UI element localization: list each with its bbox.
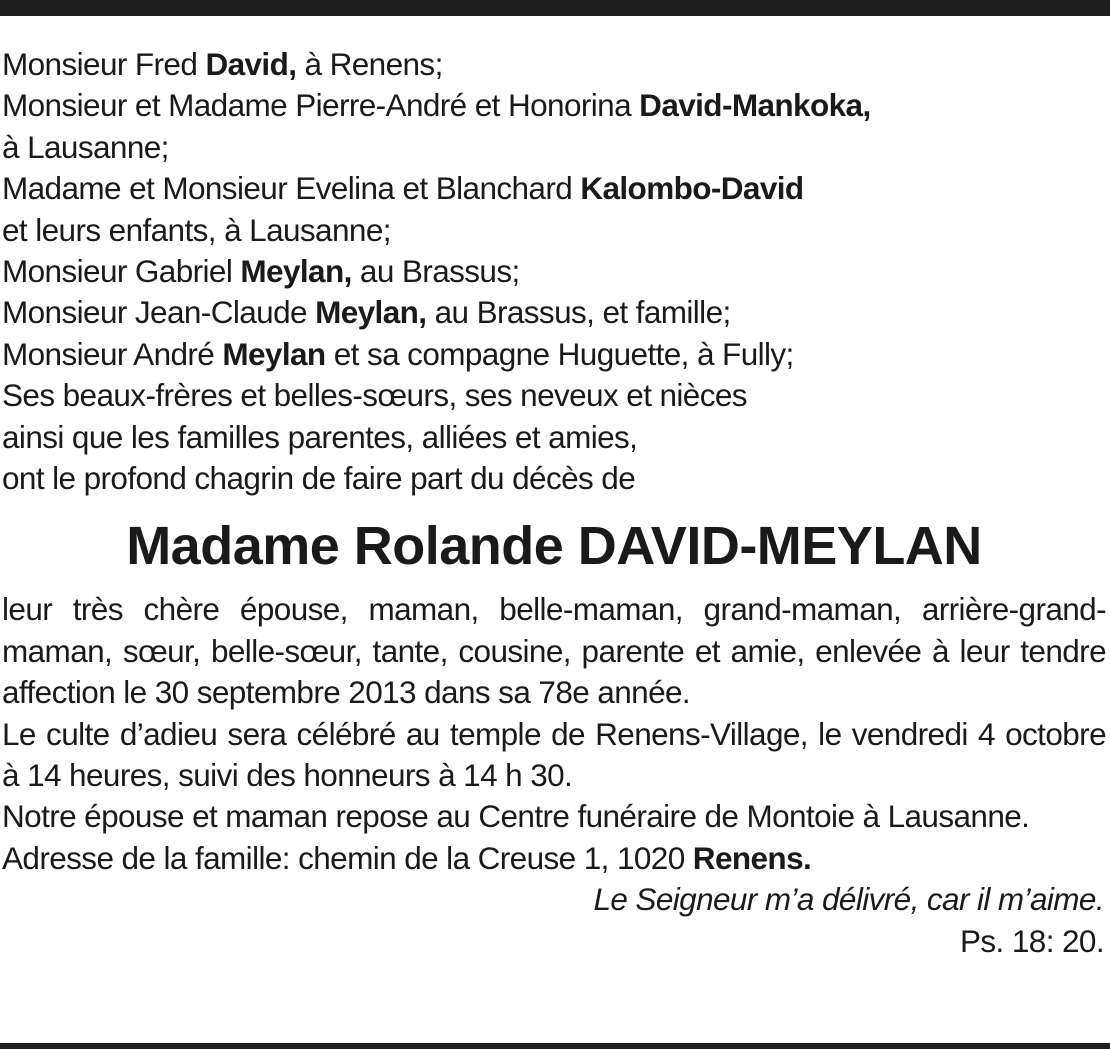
deceased-name: Madame Rolande DAVID-MEYLAN <box>126 516 982 577</box>
bible-reference: Ps. 18: 20. <box>960 922 1104 959</box>
tribute-paragraph: leur très chère épouse, maman, belle-maman, grand-maman, arrière-grand-maman, sœur, belle-sœur, tante, cousine, parente et amie, enlevée à leur tendre affection le 30 septembre 2013 dans sa 78e année. <box>2 591 1106 711</box>
family-line-text: Monsieur et Madame Pierre-André et Honorina <box>2 87 640 124</box>
family-line <box>2 375 1106 416</box>
family-line-suffix: au Brassus; <box>351 252 520 289</box>
family-line <box>2 292 1106 333</box>
family-line-suffix: à Renens; <box>296 46 443 82</box>
family-address <box>2 838 1106 879</box>
rest-paragraph: Notre épouse et maman repose au Centre funéraire de Montoie à Lausanne. <box>2 798 1030 835</box>
closing <box>2 879 1106 962</box>
service-paragraph: Le culte d’adieu sera célébré au temple de Renens-Village, le vendredi 4 octobre à 14 heures, suivi des honneurs à 14 h 30. <box>2 715 1106 793</box>
family-address-city: Renens. <box>692 839 812 876</box>
family-line <box>2 334 1106 375</box>
family-line-text: et leurs enfants, à Lausanne; <box>2 211 391 248</box>
bible-quote: Le Seigneur m’a délivré, car il m’aime. <box>593 881 1104 918</box>
family-address-text: Adresse de la famille: chemin de la Creuse 1, 1020 <box>2 839 693 876</box>
family-line-text: Ses beaux-frères et belles-sœurs, ses neveux et nièces <box>2 377 747 414</box>
family-line-text: Madame et Monsieur Evelina et Blanchard <box>2 170 581 207</box>
family-line-text: Monsieur Jean-Claude <box>2 294 316 331</box>
family-surname: David-Mankoka, <box>639 87 871 124</box>
family-line-text: ainsi que les familles parentes, alliées et amies, <box>2 418 638 455</box>
family-line <box>2 251 1106 292</box>
death-notice <box>2 44 1106 962</box>
family-list <box>2 44 1106 499</box>
family-line <box>2 85 1106 126</box>
family-line-text: Monsieur André <box>2 335 223 372</box>
family-line-text: ont le profond chagrin de faire part du décès de <box>2 459 636 496</box>
family-line <box>2 44 1106 85</box>
family-line-suffix: au Brassus, et famille; <box>426 294 731 331</box>
family-surname: Meylan, <box>315 294 427 331</box>
top-rule <box>0 0 1110 16</box>
bottom-rule <box>0 1043 1110 1049</box>
family-line <box>2 127 1106 168</box>
family-line-text: Monsieur Gabriel <box>2 252 241 289</box>
family-line <box>2 168 1106 209</box>
family-line-suffix: et sa compagne Huguette, à Fully; <box>325 335 794 372</box>
family-line <box>2 417 1106 458</box>
family-line <box>2 458 1106 499</box>
family-surname: David, <box>205 46 297 82</box>
family-line-text: Monsieur Fred <box>2 46 206 82</box>
family-surname: Meylan <box>222 335 326 372</box>
family-surname: Meylan, <box>240 252 352 289</box>
family-line-text: à Lausanne; <box>2 128 169 165</box>
family-surname: Kalombo-David <box>580 170 804 207</box>
family-line <box>2 210 1106 251</box>
